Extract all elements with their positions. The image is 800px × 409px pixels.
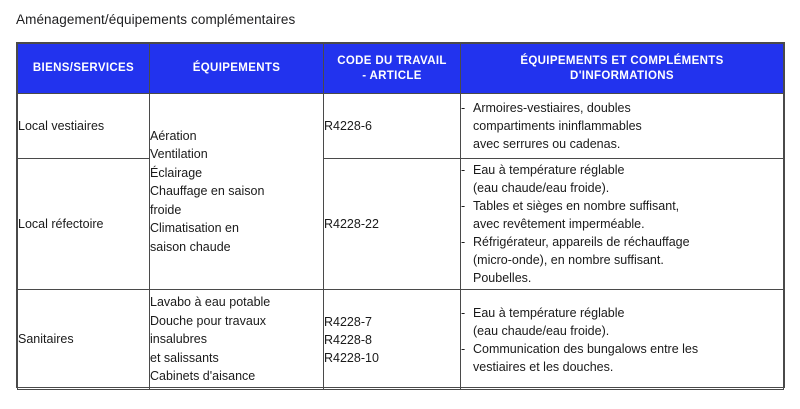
code-article: R4228-10 (324, 350, 379, 365)
text-line: Eau à température réglable (473, 305, 625, 320)
requirements-table (17, 43, 784, 390)
requirements-table-wrapper (16, 42, 785, 388)
cell-equipements-merged (150, 94, 324, 290)
text-line: Réfrigérateur, appareils de réchauffage (473, 235, 690, 249)
text-line: vestiaires et les douches. (473, 359, 614, 374)
dash-bullet-icon: - (461, 199, 466, 213)
dash-bullet-icon: - (461, 341, 466, 356)
equipements-line: insalubres (150, 332, 207, 347)
info-list (461, 99, 783, 153)
code-article: R4228-7 (324, 314, 372, 329)
code-article: R4228-22 (324, 217, 379, 231)
equipements-line-list (150, 127, 323, 257)
list-item (461, 340, 783, 376)
dash-bullet-icon: - (461, 163, 466, 177)
list-item-text (473, 233, 783, 287)
list-item (461, 304, 783, 340)
cell-equipements-complements (461, 94, 784, 159)
equipements-line-list (150, 293, 323, 386)
text-line: (eau chaude/eau froide). (473, 181, 610, 195)
cell-biens-services: Local vestiaires (18, 94, 150, 159)
dash-bullet-icon: - (461, 235, 466, 249)
equipements-line: saison chaude (150, 239, 231, 254)
text-line: Tables et sièges en nombre suffisant, (473, 199, 680, 213)
cell-code-du-travail (324, 159, 461, 290)
equipements-line: Cabinets d'aisance (150, 369, 256, 384)
cell-equipements-complements (461, 159, 784, 290)
equipements-line: Douche pour travaux (150, 313, 267, 328)
column-header-equipements-complements (461, 44, 784, 94)
equipements-line: Éclairage (150, 165, 203, 180)
cell-biens-services: Sanitaires (18, 290, 150, 390)
code-line-list (324, 215, 460, 233)
column-header-line: - ARTICLE (362, 69, 422, 82)
list-item (461, 197, 783, 233)
text-line: avec revêtement imperméable. (473, 217, 645, 231)
column-header-line: ÉQUIPEMENTS ET COMPLÉMENTS (520, 54, 724, 67)
code-line-list (324, 117, 460, 135)
text-line: Poubelles. (473, 271, 532, 285)
column-header-equipements (150, 44, 324, 94)
column-header-line: ÉQUIPEMENTS (192, 62, 281, 74)
equipements-line: Climatisation en (150, 221, 239, 236)
table-header-row (18, 44, 784, 94)
list-item (461, 233, 783, 287)
equipements-line: froide (150, 202, 182, 217)
table-body (18, 94, 784, 390)
column-header-line: BIENS/SERVICES (32, 62, 135, 74)
column-header-biens-services (18, 44, 150, 94)
table-row (18, 159, 784, 290)
dash-bullet-icon: - (461, 101, 466, 115)
text-line: Armoires-vestiaires, doubles (473, 101, 631, 115)
column-header-line: CODE DU TRAVAIL (337, 54, 447, 67)
cell-code-du-travail (324, 290, 461, 390)
text-line: (eau chaude/eau froide). (473, 323, 610, 338)
equipements-line: Chauffage en saison (150, 184, 265, 199)
cell-biens-services: Local réfectoire (18, 159, 150, 290)
dash-bullet-icon: - (461, 305, 466, 320)
list-item-text (473, 304, 783, 340)
column-header-code-du-travail (324, 44, 461, 94)
table-row (18, 290, 784, 390)
list-item (461, 161, 783, 197)
text-line: compartiments ininflammables (473, 119, 642, 133)
list-item-text (473, 340, 783, 376)
text-line: (micro-onde), en nombre suffisant. (473, 253, 664, 267)
equipements-line: et salissants (150, 350, 219, 365)
code-line-list (324, 313, 460, 367)
cell-equipements (150, 290, 324, 390)
cell-equipements-complements (461, 290, 784, 390)
table-row (18, 94, 784, 159)
column-header-line: D'INFORMATIONS (570, 69, 674, 82)
list-item-text (473, 99, 783, 153)
equipements-line: Lavabo à eau potable (150, 295, 271, 310)
list-item (461, 99, 783, 153)
cell-code-du-travail (324, 94, 461, 159)
code-article: R4228-8 (324, 332, 372, 347)
page-title: Aménagement/équipements complémentaires (16, 12, 296, 27)
list-item-text (473, 161, 783, 197)
equipements-line: Ventilation (150, 147, 208, 162)
info-list (461, 161, 783, 287)
list-item-text (473, 197, 783, 233)
text-line: Communication des bungalows entre les (473, 341, 699, 356)
text-line: Eau à température réglable (473, 163, 625, 177)
table-header (18, 44, 784, 94)
text-line: avec serrures ou cadenas. (473, 137, 621, 151)
equipements-line: Aération (150, 128, 197, 143)
code-article: R4228-6 (324, 119, 372, 133)
info-list (461, 304, 783, 376)
